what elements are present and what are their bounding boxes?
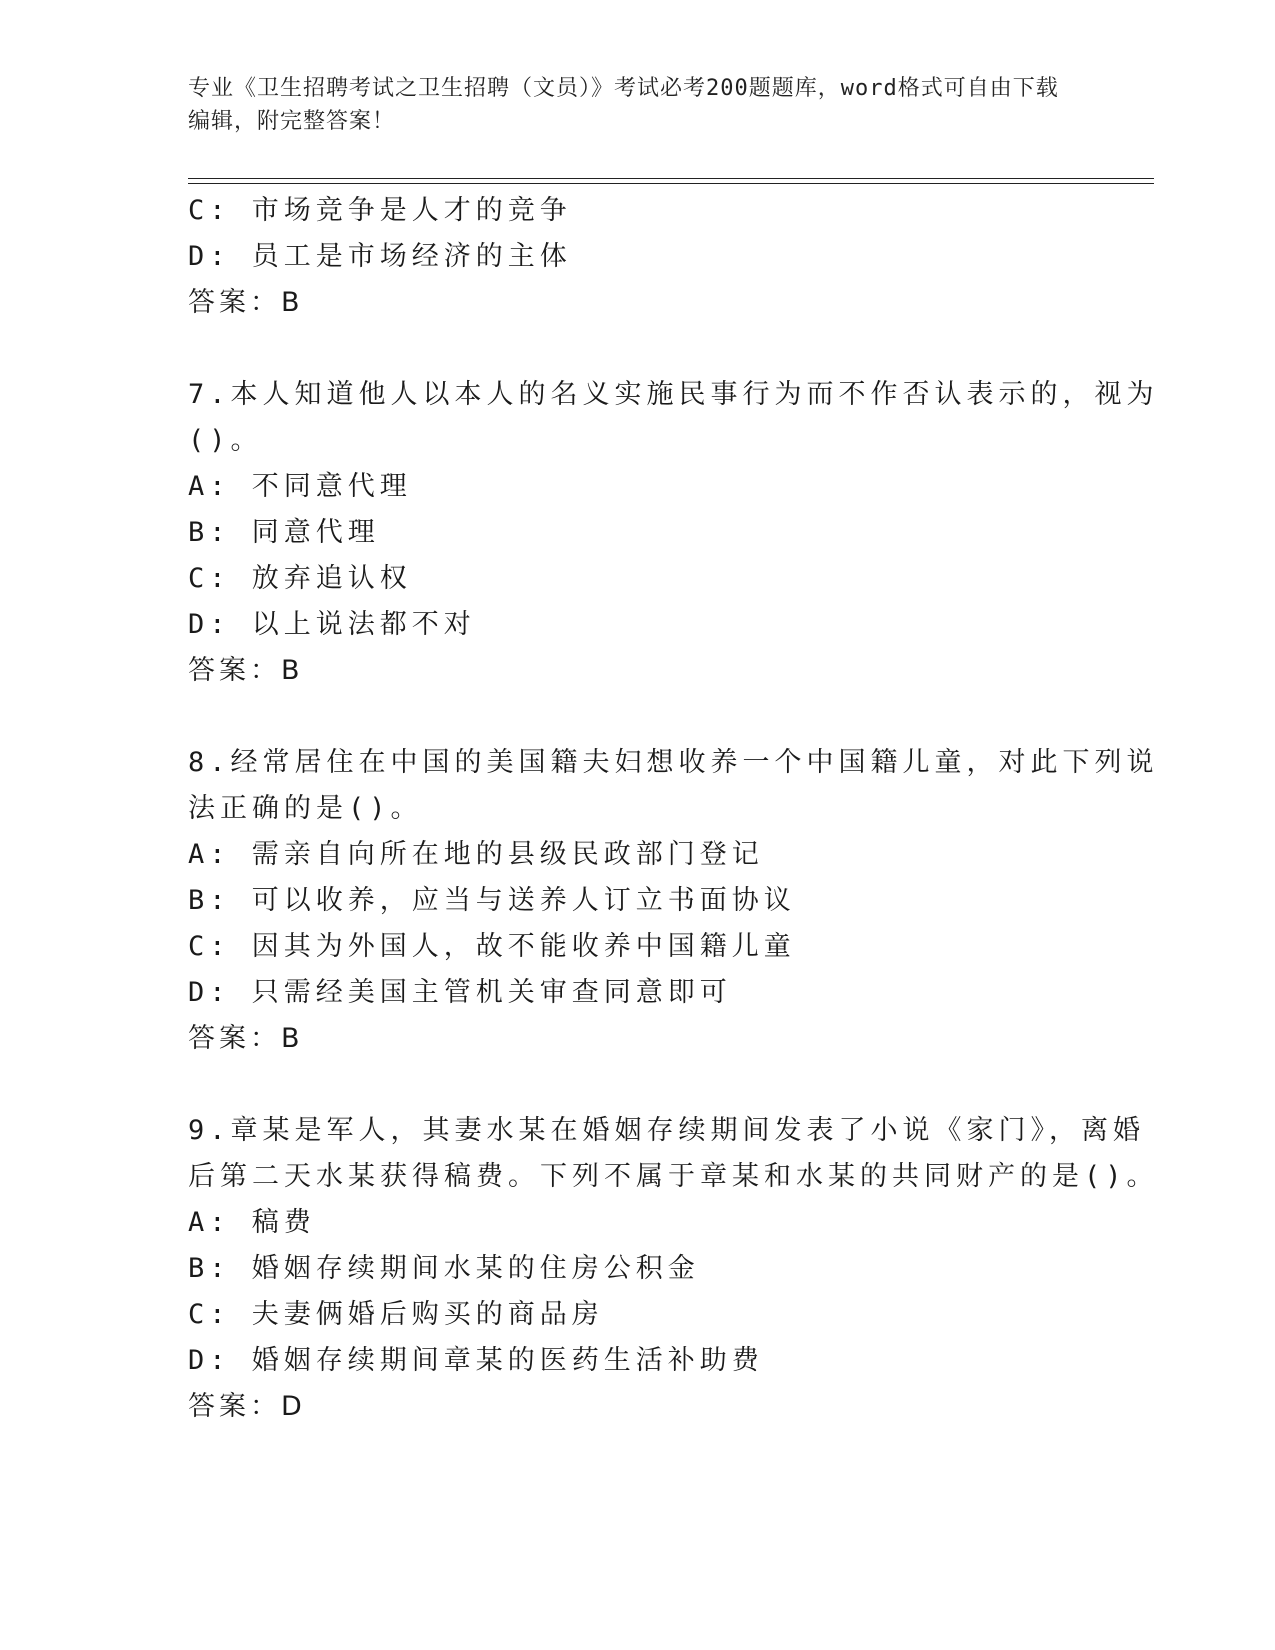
option-d [188, 970, 1068, 1016]
answer-line [188, 1384, 1068, 1430]
question-8 [188, 740, 1159, 1062]
header-divider-bottom [188, 183, 1154, 184]
question-stem: 9.章某是军人，其妻水某在婚姻存续期间发表了小说《家门》，离婚 [188, 1115, 1146, 1146]
option-text: 夫妻俩婚后购买的商品房 [251, 1299, 604, 1330]
option-text: 不同意代理 [251, 471, 412, 502]
option-b [188, 878, 1068, 924]
option-label: B: [188, 885, 231, 916]
option-c [188, 1292, 1068, 1338]
answer-value: B [281, 655, 302, 686]
answer-value: B [281, 287, 302, 318]
document-header: 专业《卫生招聘考试之卫生招聘（文员）》考试必考200题题库，word格式可自由下载编辑，附完整答案！ [188, 76, 1059, 134]
option-a [188, 832, 1068, 878]
option-text: 市场竞争是人才的竞争 [251, 195, 572, 226]
option-c [188, 188, 1068, 234]
option-text: 放弃追认权 [251, 563, 412, 594]
option-label: C: [188, 931, 231, 962]
option-label: A: [188, 839, 231, 870]
spacer [188, 326, 1068, 372]
option-d [188, 1338, 1068, 1384]
option-label: C: [188, 563, 231, 594]
option-text: 同意代理 [251, 517, 380, 548]
option-text: 可以收养，应当与送养人订立书面协议 [251, 885, 796, 916]
question-stem-continued: 后第二天水某获得稿费。下列不属于章某和水某的共同财产的是()。 [188, 1161, 1159, 1192]
option-text: 婚姻存续期间水某的住房公积金 [251, 1253, 700, 1284]
question-stem: 8.经常居住在中国的美国籍夫妇想收养一个中国籍儿童，对此下列说 [188, 747, 1159, 778]
option-label: C: [188, 1299, 231, 1330]
answer-value: D [281, 1391, 304, 1422]
option-label: D: [188, 977, 231, 1008]
option-label: D: [188, 1345, 231, 1376]
header-divider-top [188, 178, 1154, 179]
option-text: 稿费 [251, 1207, 316, 1238]
answer-value: B [281, 1023, 302, 1054]
spacer [188, 1062, 1068, 1108]
option-label: C: [188, 195, 231, 226]
option-c [188, 924, 1068, 970]
option-text: 只需经美国主管机关审查同意即可 [251, 977, 732, 1008]
option-a [188, 1200, 1068, 1246]
option-c [188, 556, 1068, 602]
option-label: B: [188, 1253, 231, 1284]
answer-prefix: 答案： [188, 1023, 281, 1054]
option-label: A: [188, 471, 231, 502]
question-content [188, 188, 1159, 1430]
question-stem: 7.本人知道他人以本人的名义实施民事行为而不作否认表示的，视为 [188, 379, 1159, 410]
answer-prefix: 答案： [188, 655, 281, 686]
option-label: D: [188, 241, 231, 272]
option-label: D: [188, 609, 231, 640]
continued-question [188, 188, 1068, 326]
option-b [188, 1246, 1068, 1292]
option-b [188, 510, 1068, 556]
option-text: 需亲自向所在地的县级民政部门登记 [251, 839, 764, 870]
answer-line [188, 280, 1068, 326]
option-text: 员工是市场经济的主体 [251, 241, 572, 272]
option-text: 以上说法都不对 [251, 609, 476, 640]
option-d [188, 602, 1068, 648]
answer-prefix: 答案： [188, 287, 281, 318]
answer-line [188, 1016, 1068, 1062]
question-7 [188, 372, 1159, 694]
option-d [188, 234, 1068, 280]
spacer [188, 694, 1068, 740]
question-stem-continued: ()。 [188, 425, 263, 456]
question-9 [188, 1108, 1159, 1430]
option-label: A: [188, 1207, 231, 1238]
option-a [188, 464, 1068, 510]
answer-line [188, 648, 1068, 694]
option-text: 因其为外国人，故不能收养中国籍儿童 [251, 931, 796, 962]
option-label: B: [188, 517, 231, 548]
question-stem-continued: 法正确的是()。 [188, 793, 423, 824]
option-text: 婚姻存续期间章某的医药生活补助费 [251, 1345, 764, 1376]
answer-prefix: 答案： [188, 1391, 281, 1422]
